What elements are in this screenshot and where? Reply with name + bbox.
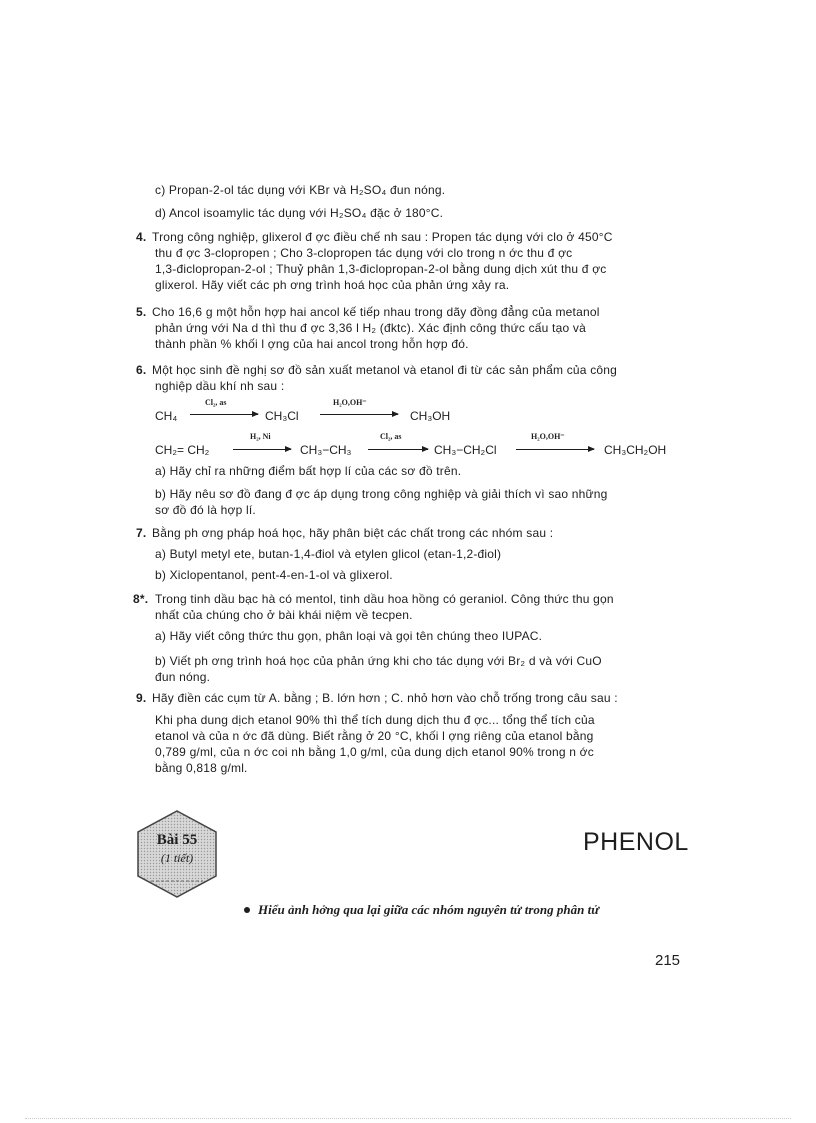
q4-line2: thu đ ợc 3-clopropen ; Cho 3-clopropen tác dụng với clo trong n ớc thu đ ợc (155, 246, 573, 260)
scheme2-intermediate2: CH₃−CH₂Cl (434, 443, 497, 457)
scheme2-intermediate1: CH₃−CH₃ (300, 443, 352, 457)
scheme2-condition2: Cl₂, as (380, 432, 402, 441)
goal-bullet-icon (244, 907, 250, 913)
lesson-goal: Hiểu ảnh hởng qua lại giữa các nhóm nguyên tử trong phân tử (258, 902, 599, 917)
q6-line2: nghiệp dầu khí nh sau : (155, 379, 285, 393)
scheme1-reactant: CH₄ (155, 409, 178, 423)
lesson-heading: PHENOL (583, 828, 689, 856)
q8-part-b-line1: b) Viết ph ơng trình hoá học của phản ứng khi cho tác dụng với Br₂ d và với CuO (155, 654, 602, 668)
scheme2-arrow2 (368, 449, 428, 450)
q7-part-b: b) Xiclopentanol, pent-4-en-1-ol và glixerol. (155, 568, 393, 582)
lesson-badge-subtitle: (1 tiết) (160, 851, 194, 865)
q7-part-a: a) Butyl metyl ete, butan-1,4-điol và etylen glicol (etan-1,2-điol) (155, 547, 502, 561)
q8-line2: nhất của chúng cho ở bài khái niệm về tecpen. (155, 608, 413, 622)
q3-d: d) Ancol isoamylic tác dụng với H₂SO₄ đặc ở 180°C. (155, 206, 444, 220)
q8-part-a: a) Hãy viết công thức thu gọn, phân loại và gọi tên chúng theo IUPAC. (155, 629, 543, 643)
q8-line1: Trong tinh dầu bạc hà có mentol, tinh dầu hoa hồng có geraniol. Công thức thu gọn (155, 592, 614, 606)
q5-line1: Cho 16,6 g một hỗn hợp hai ancol kế tiếp nhau trong dãy đồng đẳng của metanol (152, 305, 600, 319)
lesson-badge-title: Bài 55 (156, 832, 198, 848)
q6-number: 6. (136, 363, 147, 377)
q6-part-b-line2: sơ đồ đó là hợp lí. (155, 503, 256, 517)
scheme2-arrow1 (233, 449, 291, 450)
q4-line3: 1,3-điclopropan-2-ol ; Thuỷ phân 1,3-điclopropan-2-ol bằng dung dịch xút thu đ ợc (155, 262, 607, 276)
scheme2-condition1: H₂, Ni (250, 432, 271, 441)
scheme1-product: CH₃OH (410, 409, 451, 423)
scheme1-arrow1 (190, 414, 258, 415)
scheme2-condition3: H₂O,OH⁻ (531, 432, 565, 441)
scheme1-arrow2 (320, 414, 398, 415)
scheme1-condition2: H₂O,OH⁻ (333, 398, 367, 407)
q7-line1: Bằng ph ơng pháp hoá học, hãy phân biệt các chất trong các nhóm sau : (152, 526, 554, 540)
q9-para-line4: bằng 0,818 g/ml. (155, 761, 248, 775)
q9-para-line1: Khi pha dung dịch etanol 90% thì thể tích dung dịch thu đ ợc... tổng thể tích của (155, 713, 595, 727)
q6-part-b-line1: b) Hãy nêu sơ đồ đang đ ợc áp dụng trong công nghiệp và giải thích vì sao những (155, 487, 608, 501)
scheme2-product: CH₃CH₂OH (604, 443, 667, 457)
q5-line2: phản ứng với Na d thì thu đ ợc 3,36 l H₂ (đktc). Xác định công thức cấu tạo và (155, 321, 586, 335)
q9-para-line3: 0,789 g/ml, của n ớc coi nh bằng 1,0 g/ml, của dung dịch etanol 90% trong n ớc (155, 745, 594, 759)
q5-number: 5. (136, 305, 147, 319)
q5-line3: thành phần % khối l ợng của hai ancol trong hỗn hợp đó. (155, 337, 469, 351)
q6-part-a: a) Hãy chỉ ra những điểm bất hợp lí của các sơ đồ trên. (155, 464, 462, 478)
bottom-dotted-rule (25, 1118, 791, 1119)
q8-part-b-line2: đun nóng. (155, 670, 211, 684)
scheme2-reactant: CH₂= CH₂ (155, 443, 210, 457)
q3-c: c) Propan-2-ol tác dụng với KBr và H₂SO₄ đun nóng. (155, 183, 446, 197)
q9-line1: Hãy điền các cụm từ A. bằng ; B. lớn hơn ; C. nhỏ hơn vào chỗ trống trong câu sau : (152, 691, 618, 705)
q9-para-line2: etanol và của n ớc đã dùng. Biết rằng ở 20 °C, khối l ợng riêng của etanol bằng (155, 729, 594, 743)
q8-number: 8*. (133, 592, 149, 606)
q4-number: 4. (136, 230, 147, 244)
q4-line4: glixerol. Hãy viết các ph ơng trình hoá học của phản ứng xảy ra. (155, 278, 510, 292)
scheme2-arrow3 (516, 449, 594, 450)
scheme1-condition1: Cl₂, as (205, 398, 227, 407)
q7-number: 7. (136, 526, 147, 540)
scheme1-intermediate: CH₃Cl (265, 409, 299, 423)
q4-line1: Trong công nghiệp, glixerol đ ợc điều chế nh sau : Propen tác dụng với clo ở 450°C (152, 230, 613, 244)
q6-line1: Một học sinh đề nghị sơ đồ sản xuất metanol và etanol đi từ các sản phẩm của công (152, 363, 618, 377)
q9-number: 9. (136, 691, 147, 705)
lesson-badge (134, 808, 220, 900)
page-number: 215 (655, 952, 681, 969)
